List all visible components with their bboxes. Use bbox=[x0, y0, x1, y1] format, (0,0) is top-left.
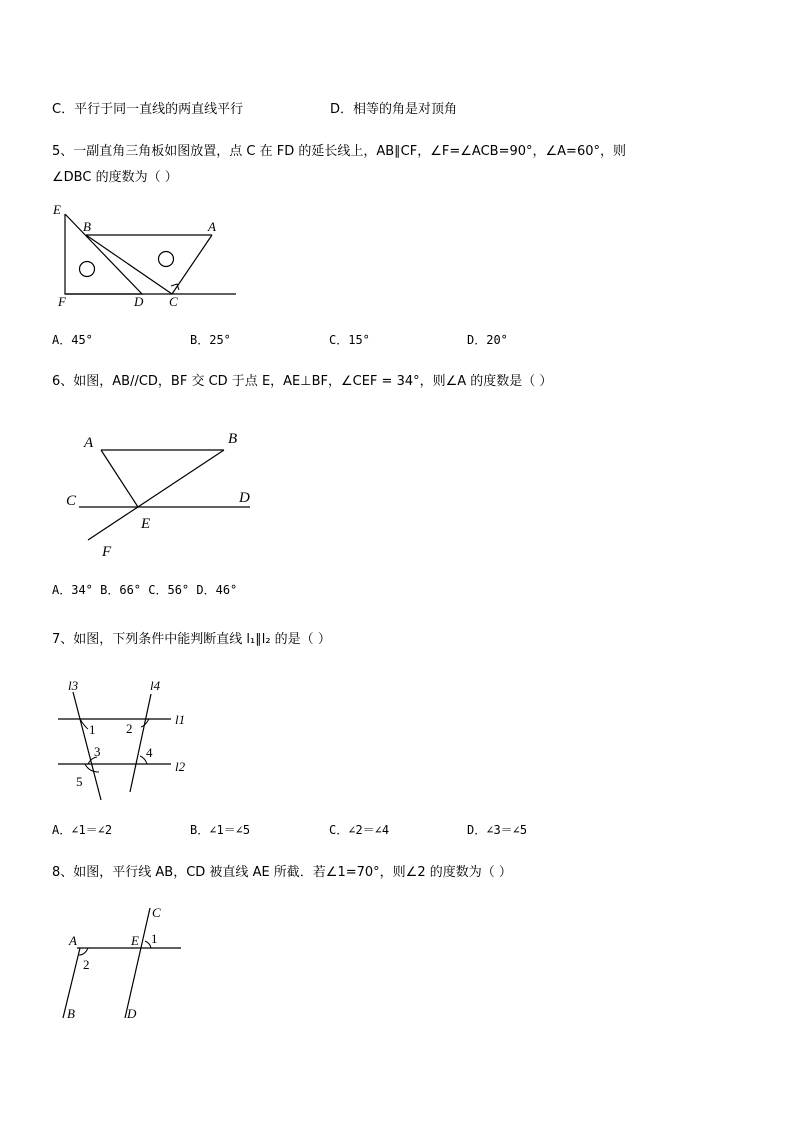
q5-label-f: F bbox=[58, 294, 66, 309]
q7-angle-1: 1 bbox=[89, 722, 96, 737]
q4-option-c: C．平行于同一直线的两直线平行 bbox=[52, 102, 244, 117]
q7-angle-4: 4 bbox=[146, 745, 153, 760]
q5-option-a: A．45° bbox=[52, 333, 93, 347]
q5-option-c: C．15° bbox=[329, 333, 370, 347]
q8-stem: 8、如图，平行线 AB，CD 被直线 AE 所截．若∠1=70°，则∠2 的度数为（ ） bbox=[52, 865, 512, 880]
q5-stem-line1: 5、一副直角三角板如图放置，点 C 在 FD 的延长线上，AB∥CF，∠F=∠ACB=90°，∠A=60°，则 bbox=[52, 144, 626, 159]
q7-label-l2: l2 bbox=[175, 759, 186, 774]
q5-label-d: D bbox=[134, 294, 144, 309]
q5-figure bbox=[50, 200, 250, 310]
q7-label-l1: l1 bbox=[175, 712, 186, 727]
q4-option-d: D．相等的角是对顶角 bbox=[330, 102, 458, 117]
q5-stem-line2: ∠DBC 的度数为（ ） bbox=[52, 170, 178, 185]
q6-label-e: E bbox=[141, 516, 151, 532]
q8-label-d: D bbox=[127, 1006, 137, 1021]
q7-angle-2: 2 bbox=[126, 721, 133, 736]
q7-option-b: B．∠1＝∠5 bbox=[190, 823, 251, 837]
q6-label-d: D bbox=[239, 490, 250, 506]
q6-options: A．34° B．66° C．56° D．46° bbox=[52, 583, 238, 597]
q5-option-d: D．20° bbox=[467, 333, 508, 347]
q8-label-b: B bbox=[67, 1006, 75, 1021]
q5-label-c: C bbox=[169, 294, 178, 309]
q6-label-a: A bbox=[84, 435, 94, 451]
q6-label-b: B bbox=[228, 431, 238, 447]
q7-label-l4: l4 bbox=[150, 678, 161, 693]
q8-label-c: C bbox=[152, 905, 161, 920]
q8-angle-2: 2 bbox=[83, 957, 90, 972]
q6-figure bbox=[60, 425, 270, 560]
q7-angle-5: 5 bbox=[76, 774, 83, 789]
q7-figure bbox=[55, 678, 205, 803]
q7-stem: 7、如图，下列条件中能判断直线 l₁∥l₂ 的是（ ） bbox=[52, 632, 331, 647]
q7-option-d: D．∠3＝∠5 bbox=[467, 823, 528, 837]
q6-label-c: C bbox=[66, 493, 77, 509]
q8-label-e: E bbox=[131, 933, 139, 948]
q5-label-e: E bbox=[53, 202, 61, 217]
q6-label-f: F bbox=[102, 544, 112, 560]
q7-label-l3: l3 bbox=[68, 678, 79, 693]
q5-label-b: B bbox=[83, 219, 91, 234]
q5-option-b: B．25° bbox=[190, 333, 231, 347]
q7-angle-3: 3 bbox=[94, 744, 101, 759]
q8-label-a: A bbox=[69, 933, 77, 948]
q7-option-a: A．∠1＝∠2 bbox=[52, 823, 113, 837]
q8-figure bbox=[60, 903, 210, 1028]
q5-label-a: A bbox=[208, 219, 216, 234]
q8-angle-1: 1 bbox=[151, 931, 158, 946]
q7-option-c: C．∠2＝∠4 bbox=[329, 823, 390, 837]
q6-stem: 6、如图，AB//CD，BF 交 CD 于点 E，AE⊥BF，∠CEF = 34°，则∠A 的度数是（ ） bbox=[52, 374, 553, 389]
